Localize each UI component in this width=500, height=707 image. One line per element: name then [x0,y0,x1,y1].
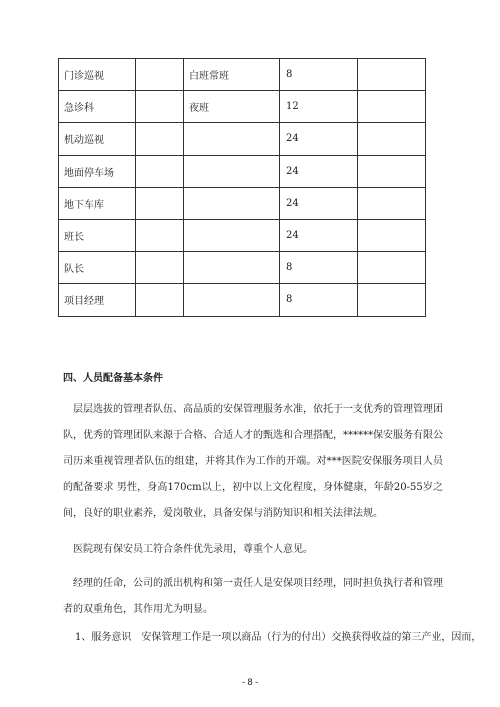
blank-cell [136,155,184,187]
page-number: - 8 - [241,677,258,687]
table-row [59,91,426,123]
paragraph-service-awareness: 1、服务意识 安保管理工作是一项以商品（行为的付出）交换获得收益的第三产业，因而， [75,632,482,643]
blank-cell [136,219,184,251]
table-row [59,123,426,155]
blank-cell [136,123,184,155]
post-cell: 地面停车场 [59,155,136,187]
shift-cell: 白班常班 [184,59,280,91]
shift-cell [184,284,280,316]
hours-cell: 8 [280,252,358,284]
table-row [59,59,426,91]
table-row [59,284,426,316]
hours-cell: 24 [280,123,358,155]
hours-cell: 12 [280,91,358,123]
hours-cell: 8 [280,284,358,316]
section-title: 四、人员配备基本条件 [63,373,163,384]
shift-cell [184,155,280,187]
blank-cell [358,284,426,316]
table-row [59,187,426,219]
paragraph-manager-appointment: 经理的任命，公司的派出机构和第一责任人是安保项目经理，同时担负执行者和管理者的双重角色，其作用尤为明显。 [63,578,443,615]
post-cell: 地下车库 [59,187,136,219]
post-cell: 班长 [59,219,136,251]
blank-cell [136,187,184,219]
shift-cell [184,123,280,155]
blank-cell [358,123,426,155]
hours-cell: 24 [280,219,358,251]
post-cell: 急诊科 [59,91,136,123]
post-cell: 门诊巡视 [59,59,136,91]
blank-cell [136,91,184,123]
blank-cell [136,59,184,91]
hours-cell: 8 [280,59,358,91]
shift-cell [184,187,280,219]
shift-cell [184,219,280,251]
blank-cell [136,252,184,284]
staffing-table-body [59,59,426,317]
table-row [59,155,426,187]
table-row [59,219,426,251]
paragraph-existing-staff: 医院现有保安员工符合条件优先录用，尊重个人意见。 [73,544,313,555]
blank-cell [358,187,426,219]
blank-cell [358,252,426,284]
blank-cell [358,155,426,187]
blank-cell [358,59,426,91]
post-cell: 项目经理 [59,284,136,316]
blank-cell [358,219,426,251]
staffing-table [58,58,426,317]
hours-cell: 24 [280,155,358,187]
table-row [59,252,426,284]
hours-cell: 24 [280,187,358,219]
blank-cell [136,284,184,316]
blank-cell [358,91,426,123]
shift-cell: 夜班 [184,91,280,123]
paragraph-staff-requirements: 层层选拔的管理者队伍、高品质的安保管理服务水准，依托于一支优秀的管理管理团队，优秀的管理团队来源于合格、合适人才的甄选和合理搭配，******保安服务有限公司历来重视管理者队伍的组建，并将其作为工作的开端。对***医院安保服务项目人员的配备要求 男性，身高170cm以上，初中以上文化程度，身体健康，年龄20-55岁之间，良好的职业素养，爱岗敬业，具备安保与消防知识和相关法律法规。 [63,404,443,519]
post-cell: 机动巡视 [59,123,136,155]
post-cell: 队长 [59,252,136,284]
shift-cell [184,252,280,284]
